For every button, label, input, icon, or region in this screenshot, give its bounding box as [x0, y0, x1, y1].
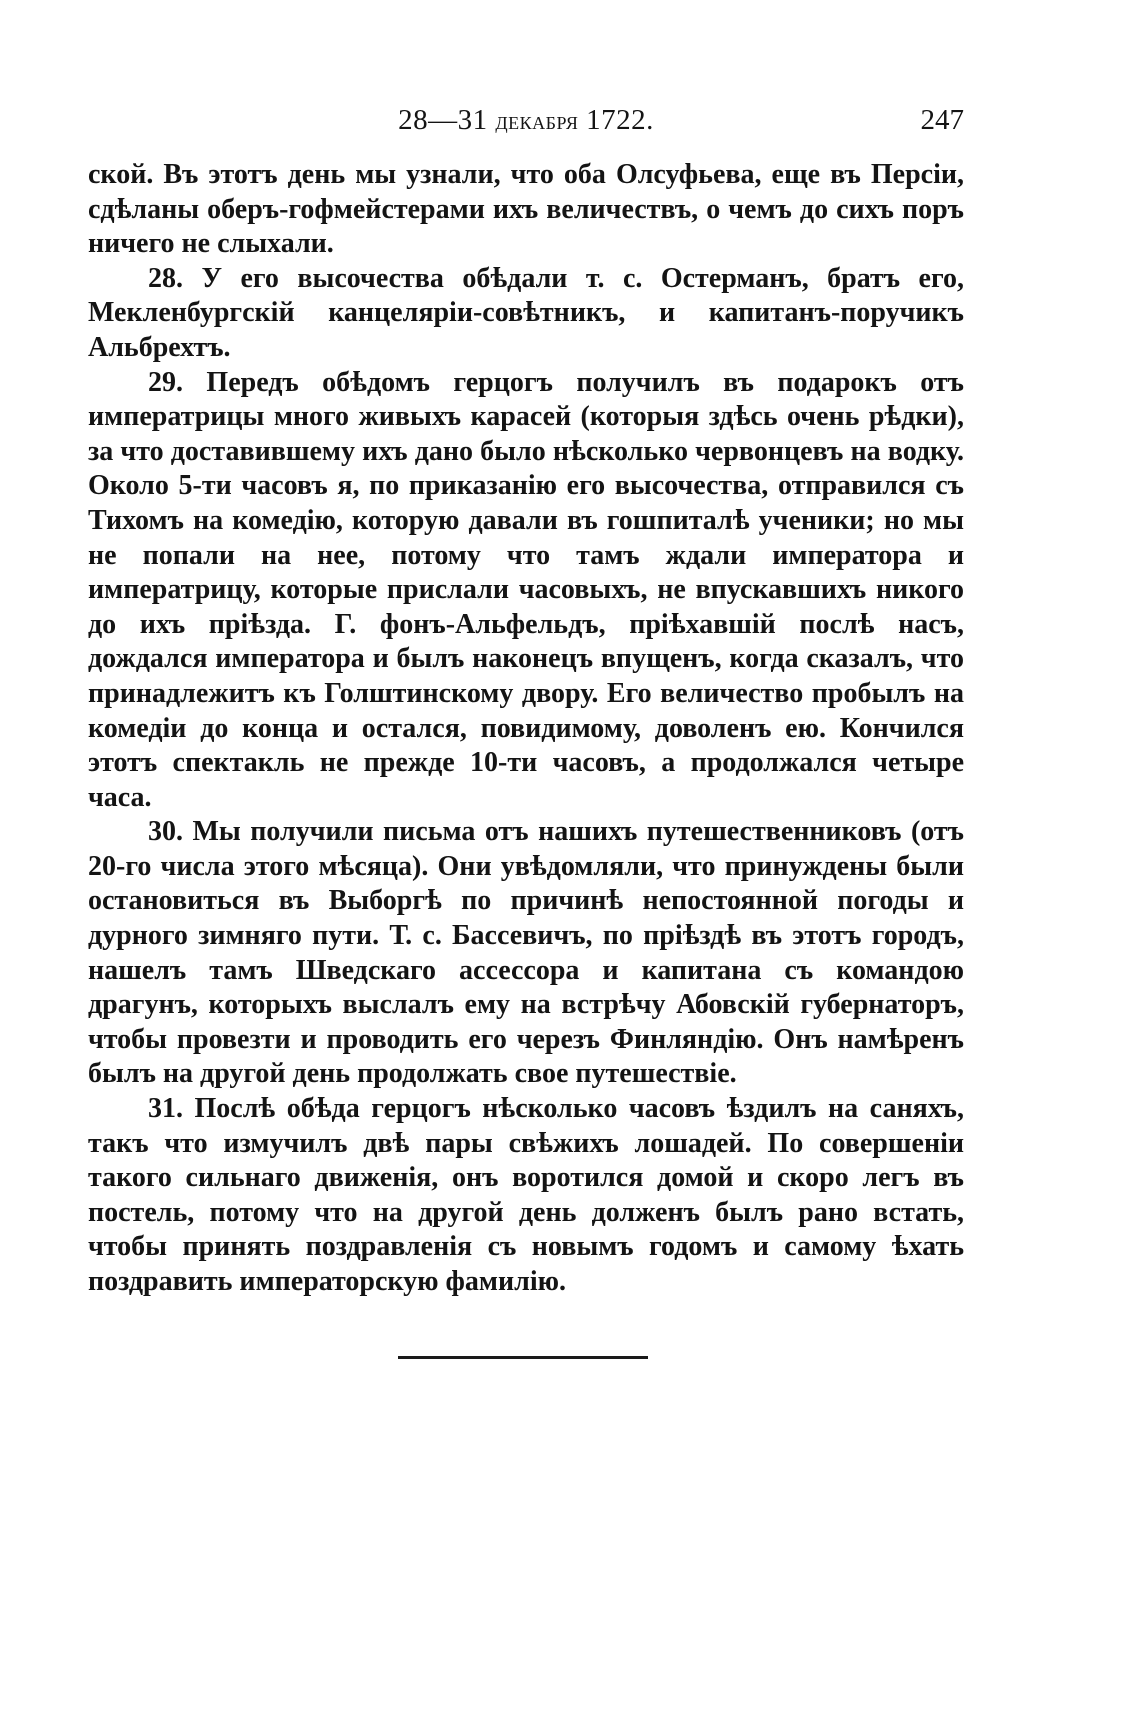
paragraph-entry-29: 29. Передъ обѣдомъ герцогъ получилъ въ подарокъ отъ императрицы много живыхъ карасей (которыя здѣсь очень рѣдки), за что доставившему ихъ дано было нѣсколько червонцевъ на водку. Около 5-ти часовъ я, по приказанію его высочества, отправился съ Тихомъ на комедію, которую давали въ гошпиталѣ ученики; но мы не попали на нее, потому что тамъ ждали императора и императрицу, которые прислали часовыхъ, не впускавшихъ никого до ихъ пріѣзда. Г. фонъ-Альфельдъ, пріѣхавшій послѣ насъ, дождался императора и былъ наконецъ впущенъ, когда сказалъ, что принадлежитъ къ Голштинскому двору. Его величество пробылъ на комедіи до конца и остался, повидимому, доволенъ ею. Кончился этотъ спектакль не прежде 10-ти часовъ, а продолжался четыре часа. [88, 366, 964, 813]
running-title-year: 1722. [578, 104, 654, 136]
page-number: 247 [920, 104, 964, 136]
paragraph-continued: ской. Въ этотъ день мы узнали, что оба Олсуфьева, еще въ Персіи, сдѣланы оберъ-гофмейстерами ихъ величествъ, о чемъ до сихъ поръ ничего не слыхали. [88, 159, 964, 260]
section-end-rule [398, 1356, 648, 1359]
running-header [88, 104, 964, 144]
body-text [88, 158, 964, 1300]
paragraph-entry-30: 30. Мы получили письма отъ нашихъ путешественниковъ (отъ 20-го числа этого мѣсяца). Они увѣдомляли, что принуждены были остановиться въ Выборгѣ по причинѣ непостоянной погоды и дурного зимняго пути. Т. с. Бассевичъ, по пріѣздѣ въ этотъ городъ, нашелъ тамъ Шведскаго ассессора и капитана съ командою драгунъ, которыхъ выслалъ ему на встрѣчу Абовскій губернаторъ, чтобы провезти и проводить его черезъ Финляндію. Онъ намѣренъ былъ на другой день продолжать свое путешествіе. [88, 816, 964, 1090]
running-title-month: декабря [495, 106, 579, 135]
running-title-dates: 28—31 [398, 104, 496, 136]
paragraph-entry-31: 31. Послѣ обѣда герцогъ нѣсколько часовъ ѣздилъ на саняхъ, такъ что измучилъ двѣ пары свѣжихъ лошадей. По совершеніи такого сильнаго движенія, онъ воротился домой и скоро легъ въ постель, потому что на другой день долженъ былъ рано встать, чтобы принять поздравленія съ новымъ годомъ и самому ѣхать поздравить императорскую фамилію. [88, 1093, 964, 1297]
running-title [88, 104, 964, 137]
paragraph-entry-28: 28. У его высочества обѣдали т. с. Остерманъ, братъ его, Мекленбургскій канцеляріи-совѣтникъ, и капитанъ-поручикъ Альбрехтъ. [88, 262, 964, 363]
